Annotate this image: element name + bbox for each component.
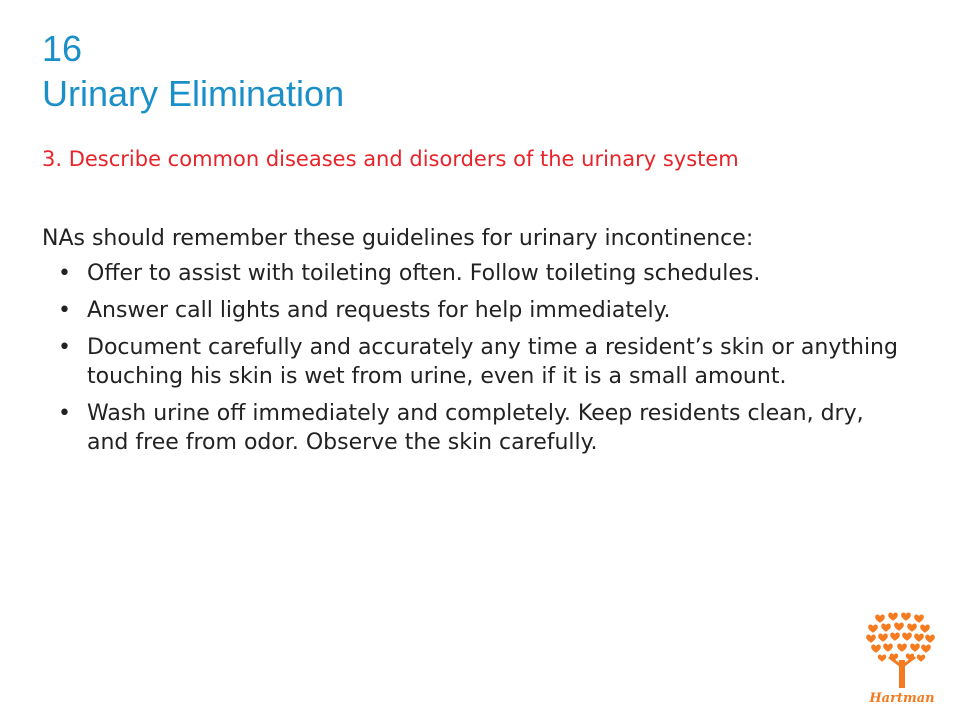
bullet-icon: • [58, 335, 71, 360]
heart-tree-icon [866, 613, 935, 688]
guideline-list [58, 259, 898, 465]
guideline-item [58, 259, 898, 288]
guideline-item [58, 296, 898, 325]
bullet-icon: • [58, 261, 71, 286]
bullet-icon: • [58, 298, 71, 323]
chapter-title: Urinary Elimination [42, 73, 345, 114]
intro-text: NAs should remember these guidelines for urinary incontinence: [42, 226, 754, 251]
logo-text: Hartman [869, 691, 935, 706]
guideline-item [58, 399, 898, 457]
learning-objective: 3. Describe common diseases and disorders of the urinary system [42, 147, 739, 171]
chapter-number: 16 [42, 28, 83, 69]
guideline-text: Answer call lights and requests for help immediately. [87, 298, 671, 323]
guideline-text: Offer to assist with toileting often. Follow toileting schedules. [87, 261, 761, 286]
hartman-logo [866, 612, 938, 707]
bullet-icon: • [58, 401, 71, 426]
guideline-text: Wash urine off immediately and completely. Keep residents clean, dry, and free from odor. Observe the skin carefully. [87, 401, 864, 455]
guideline-text: Document carefully and accurately any time a resident’s skin or anything touching his skin is wet from urine, even if it is a small amount. [87, 335, 898, 389]
guideline-item [58, 333, 898, 391]
